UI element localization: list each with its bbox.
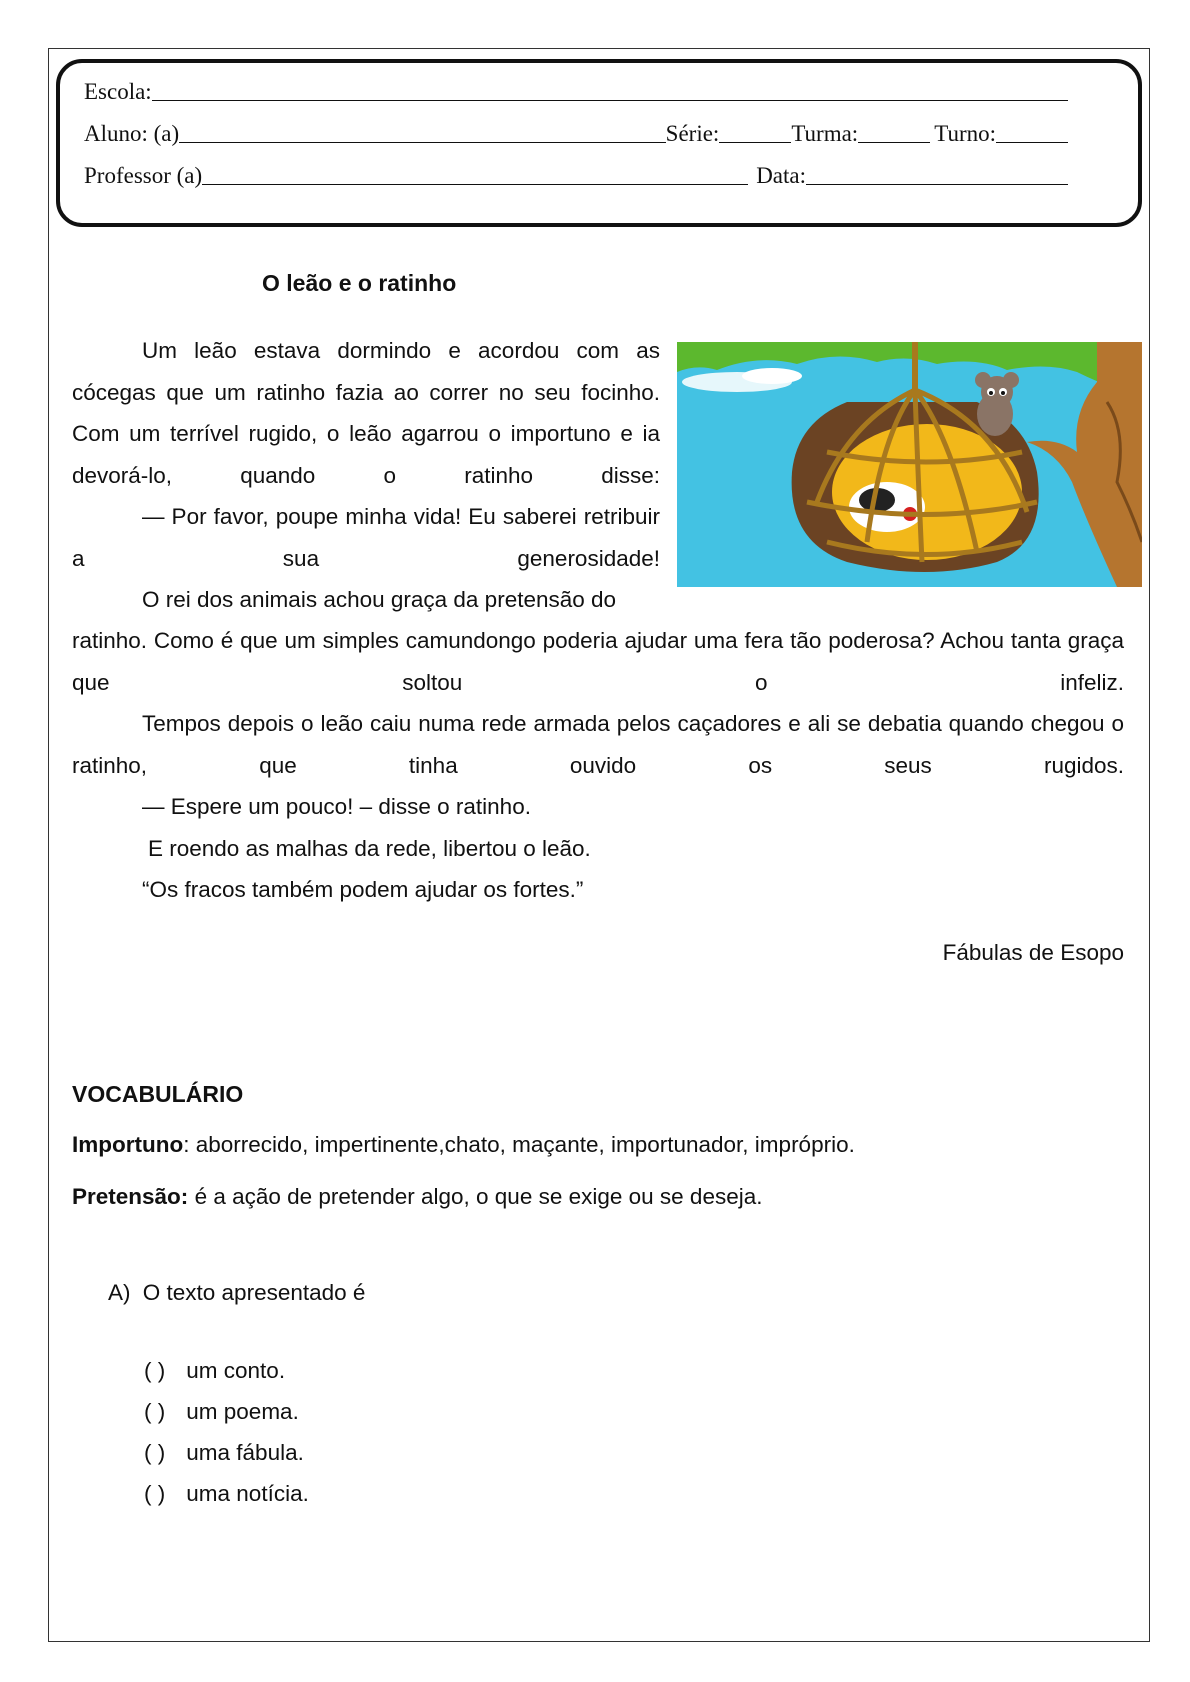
answer-option[interactable] <box>144 1399 299 1425</box>
answer-checkbox[interactable]: ( ) <box>144 1481 166 1506</box>
paragraph-4: Tempos depois o leão caiu numa rede armada pelos caçadores e ali se debatia quando chegou o ratinho, que tinha ouvido os seus rugidos. <box>72 711 1124 778</box>
school-label: Escola: <box>84 79 152 104</box>
vocabulary-term: Importuno <box>72 1132 184 1157</box>
vocabulary-definition: é a ação de pretender algo, o que se exige ou se deseja. <box>194 1184 763 1209</box>
paragraph-3-rest: ratinho. Como é que um simples camundongo poderia ajudar uma fera tão poderosa? Achou tanta graça que soltou o infeliz. <box>72 628 1124 695</box>
answer-checkbox[interactable]: ( ) <box>144 1358 166 1383</box>
answer-option[interactable] <box>144 1358 285 1384</box>
answer-option[interactable] <box>144 1440 304 1466</box>
question-text: O texto apresentado é <box>142 1280 366 1305</box>
teacher-label: Professor (a) <box>84 163 203 188</box>
grade-label: Série: <box>665 121 720 146</box>
lion-in-net-illustration <box>677 342 1142 587</box>
mouse-pupil <box>989 391 993 395</box>
question-a <box>108 1280 365 1306</box>
paragraph-6: E roendo as malhas da rede, libertou o leão. <box>148 835 591 861</box>
mouse-ear <box>1003 372 1019 388</box>
grade-field[interactable] <box>719 142 791 143</box>
paragraph-3-start: O rei dos animais achou graça da pretensão do <box>142 587 617 612</box>
student-field[interactable] <box>179 142 665 143</box>
answer-option-text: um poema. <box>186 1399 299 1424</box>
paragraph-5: — Espere um pouco! – disse o ratinho. <box>142 794 531 819</box>
shift-label: Turno: <box>934 121 996 146</box>
answer-option-text: um conto. <box>186 1358 286 1383</box>
date-field[interactable] <box>806 184 1068 185</box>
answer-checkbox[interactable]: ( ) <box>144 1440 166 1465</box>
school-row <box>84 79 1068 105</box>
story-top-text <box>72 330 660 621</box>
mouse-pupil <box>1001 391 1005 395</box>
story-rest-text <box>72 620 1124 911</box>
story-source: Fábulas de Esopo <box>942 940 1124 965</box>
student-info-box <box>56 59 1142 227</box>
answer-option[interactable] <box>144 1481 309 1507</box>
vocabulary-definition: aborrecido, impertinente,chato, maçante, importunador, impróprio. <box>195 1132 855 1157</box>
student-row <box>84 121 1068 147</box>
vocabulary-item <box>72 1132 855 1158</box>
cloud <box>742 368 802 384</box>
date-label: Data: <box>756 163 806 188</box>
paragraph-2: — Por favor, poupe minha vida! Eu saberei retribuir a sua generosidade! <box>72 504 660 571</box>
school-field[interactable] <box>152 100 1068 101</box>
answer-option-text: uma fábula. <box>186 1440 304 1465</box>
shift-field[interactable] <box>996 142 1068 143</box>
story-title: O leão e o ratinho <box>262 270 457 296</box>
moral: “Os fracos também podem ajudar os fortes.” <box>142 877 584 902</box>
class-label: Turma: <box>791 121 859 146</box>
teacher-field[interactable] <box>202 184 748 185</box>
vocabulary-separator: : <box>183 1132 196 1157</box>
paragraph-1: Um leão estava dormindo e acordou com as cócegas que um ratinho fazia ao correr no seu focinho. Com um terrível rugido, o leão agarrou o importuno e ia devorá-lo, quando o ratinho disse: <box>72 338 660 488</box>
class-field[interactable] <box>858 142 930 143</box>
teacher-row <box>84 163 1068 189</box>
vocabulary-term: Pretensão: <box>72 1184 189 1209</box>
answer-checkbox[interactable]: ( ) <box>144 1399 166 1424</box>
mouse-ear <box>975 372 991 388</box>
answer-option-text: uma notícia. <box>186 1481 309 1506</box>
student-label: Aluno: (a) <box>84 121 180 146</box>
question-label: A) <box>108 1280 131 1305</box>
vocabulary-item <box>72 1184 762 1210</box>
vocabulary-title: VOCABULÁRIO <box>72 1081 244 1107</box>
